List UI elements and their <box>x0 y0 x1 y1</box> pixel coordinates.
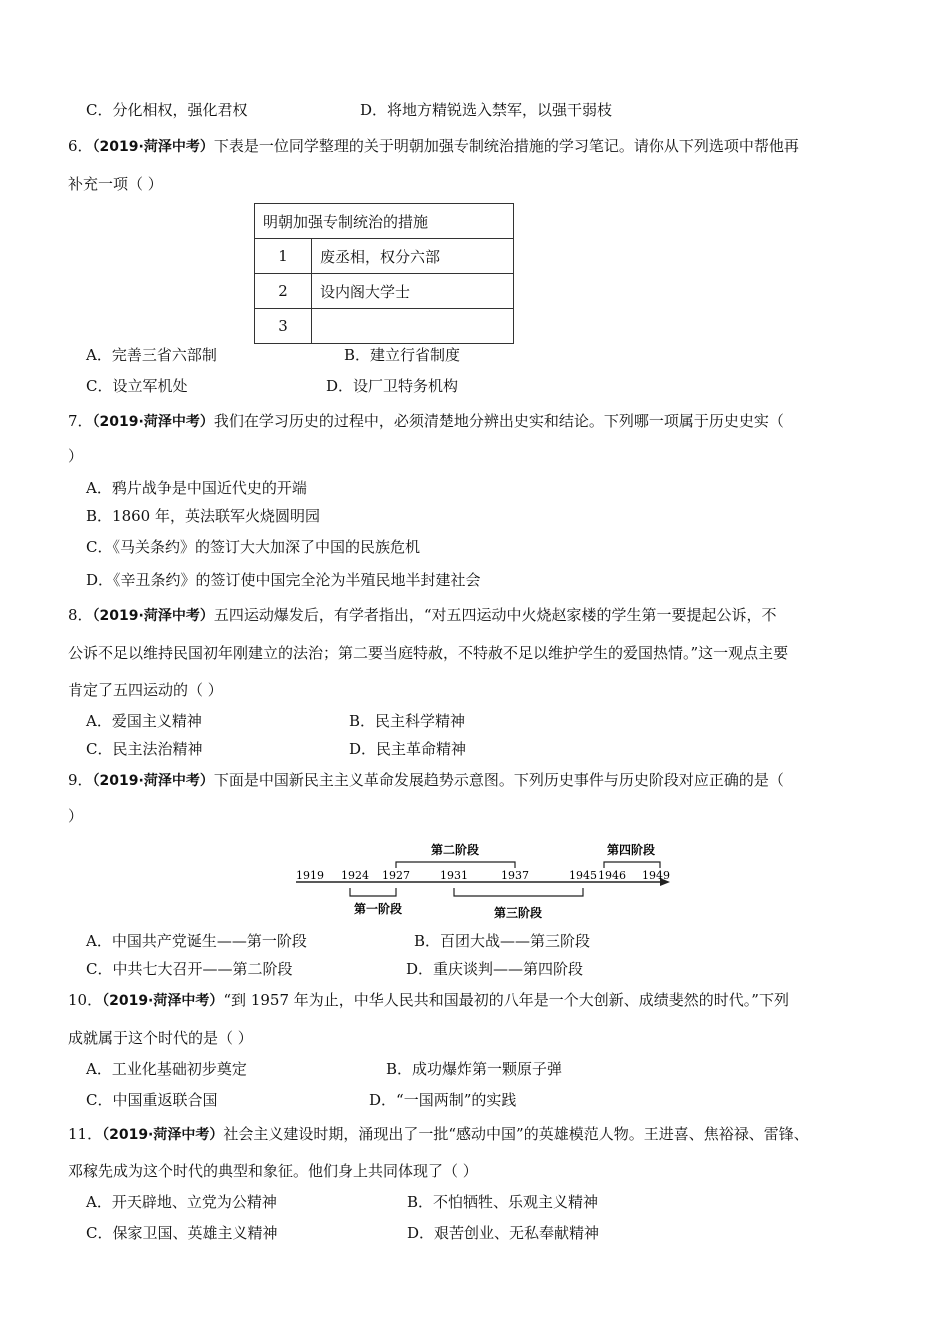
q10-option-c: C．中国重返联合国 <box>86 1091 218 1109</box>
q11-source: （2019·菏泽中考） <box>102 1127 224 1143</box>
q10-stem-line2: 成就属于这个时代的是（ ） <box>68 1029 253 1047</box>
stage3-label: 第三阶段 <box>493 906 543 920</box>
q8-option-c: C．民主法治精神 <box>86 740 203 758</box>
q8-option-a: A．爱国主义精神 <box>86 712 202 730</box>
q9-number: 9． <box>68 771 93 789</box>
year-label: 1946 <box>598 869 626 882</box>
q6-notes-table <box>254 203 514 344</box>
year-label: 1924 <box>341 869 369 882</box>
q8-stem-text: 五四运动爆发后，有学者指出，“对五四运动中火烧赵家楼的学生第一要提起公诉，不 <box>213 606 777 624</box>
q10-option-d: D．“一国两制”的实践 <box>369 1091 517 1109</box>
q6-number: 6． <box>68 137 93 155</box>
q10-source: （2019·菏泽中考） <box>102 993 224 1009</box>
year-label: 1931 <box>440 869 468 882</box>
q11-stem-text: 社会主义建设时期，涌现出了一批“感动中国”的英雄模范人物。王进喜、焦裕禄、雷锋、 <box>223 1125 809 1143</box>
q8-stem-line3: 肯定了五四运动的（ ） <box>68 681 223 699</box>
q11-option-c: C．保家卫国、英雄主义精神 <box>86 1224 278 1242</box>
q9-option-a: A．中国共产党诞生——第一阶段 <box>86 932 307 950</box>
stage2-bracket <box>396 862 515 868</box>
stage2-label: 第二阶段 <box>430 843 480 857</box>
q8-stem-line2: 公诉不足以维持民国初年刚建立的法治；第二要当庭特赦，不特赦不足以维护学生的爱国热情。”这一观点主要 <box>68 644 789 662</box>
q7-number: 7． <box>68 412 93 430</box>
stage4-bracket <box>604 862 660 868</box>
q7-source: （2019·菏泽中考） <box>92 414 214 430</box>
year-label: 1949 <box>642 869 670 882</box>
table-row-number: 3 <box>255 309 312 344</box>
table-row <box>255 274 514 309</box>
q6-option-b: B．建立行省制度 <box>344 346 461 364</box>
q6-stem-line2: 补充一项（ ） <box>68 175 163 193</box>
q8-source: （2019·菏泽中考） <box>92 608 214 624</box>
q6-option-c: C．设立军机处 <box>86 377 188 395</box>
q7-stem-text: 我们在学习历史的过程中，必须清楚地分辨出史实和结论。下列哪一项属于历史史实（ <box>213 412 784 430</box>
stage1-bracket <box>350 888 396 896</box>
q11-option-d: D．艰苦创业、无私奉献精神 <box>407 1224 600 1242</box>
q10-stem-line1 <box>68 990 789 1011</box>
q7-option-d: D．《辛丑条约》的签订使中国完全沦为半殖民地半封建社会 <box>86 571 481 589</box>
q11-option-a: A．开天辟地、立党为公精神 <box>86 1193 277 1211</box>
table-row-number: 1 <box>255 239 312 274</box>
q7-option-a: A．鸦片战争是中国近代史的开端 <box>86 479 307 497</box>
q9-option-d: D．重庆谈判——第四阶段 <box>406 960 584 978</box>
year-label: 1919 <box>296 869 324 882</box>
year-label: 1927 <box>382 869 410 882</box>
q5-option-d: D．将地方精锐选入禁军，以强干弱枝 <box>360 101 613 119</box>
stage3-bracket <box>454 888 583 896</box>
q6-option-a: A．完善三省六部制 <box>86 346 217 364</box>
table-row-number: 2 <box>255 274 312 309</box>
table-header-row <box>255 204 514 239</box>
q11-option-b: B．不怕牺牲、乐观主义精神 <box>407 1193 599 1211</box>
table-row-text: 设内阁大学士 <box>312 274 514 309</box>
q10-option-a: A．工业化基础初步奠定 <box>86 1060 247 1078</box>
q9-stem-line2: ） <box>68 807 84 825</box>
q9-option-c: C．中共七大召开——第二阶段 <box>86 960 293 978</box>
q10-option-b: B．成功爆炸第一颗原子弹 <box>386 1060 563 1078</box>
q6-stem-text: 下表是一位同学整理的关于明朝加强专制统治措施的学习笔记。请你从下列选项中帮他再 <box>213 137 799 155</box>
q9-stem-line1 <box>68 770 784 791</box>
q8-option-b: B．民主科学精神 <box>349 712 466 730</box>
q6-option-d: D．设厂卫特务机构 <box>326 377 459 395</box>
q7-stem-line1 <box>68 411 784 432</box>
q10-number: 10． <box>68 991 103 1009</box>
q11-stem-line2: 邓稼先成为这个时代的典型和象征。他们身上共同体现了（ ） <box>68 1162 478 1180</box>
q8-number: 8． <box>68 606 93 624</box>
q8-option-d: D．民主革命精神 <box>349 740 467 758</box>
table-row <box>255 239 514 274</box>
q6-stem-line1 <box>68 136 799 157</box>
q9-option-b: B．百团大战——第三阶段 <box>414 932 591 950</box>
revolution-timeline-diagram <box>292 838 678 924</box>
q7-stem-line2: ） <box>68 447 84 465</box>
q11-stem-line1 <box>68 1124 809 1145</box>
table-header: 明朝加强专制统治的措施 <box>255 204 514 239</box>
table-row-text <box>312 309 514 344</box>
stage4-label: 第四阶段 <box>606 843 656 857</box>
q5-option-c: C．分化相权，强化君权 <box>86 101 248 119</box>
table-row <box>255 309 514 344</box>
q10-stem-text: “到 1957 年为止，中华人民共和国最初的八年是一个大创新、成绩斐然的时代。”下列 <box>223 991 789 1009</box>
stage1-label: 第一阶段 <box>353 902 403 916</box>
q9-stem-text: 下面是中国新民主主义革命发展趋势示意图。下列历史事件与历史阶段对应正确的是（ <box>213 771 784 789</box>
q7-option-c: C．《马关条约》的签订大大加深了中国的民族危机 <box>86 538 420 556</box>
year-label: 1937 <box>501 869 529 882</box>
q11-number: 11． <box>68 1125 103 1143</box>
q6-source: （2019·菏泽中考） <box>92 139 214 155</box>
q9-source: （2019·菏泽中考） <box>92 773 214 789</box>
q8-stem-line1 <box>68 605 777 626</box>
q7-option-b: B．1860 年，英法联军火烧圆明园 <box>86 507 320 525</box>
table-row-text: 废丞相，权分六部 <box>312 239 514 274</box>
year-label: 1945 <box>569 869 597 882</box>
